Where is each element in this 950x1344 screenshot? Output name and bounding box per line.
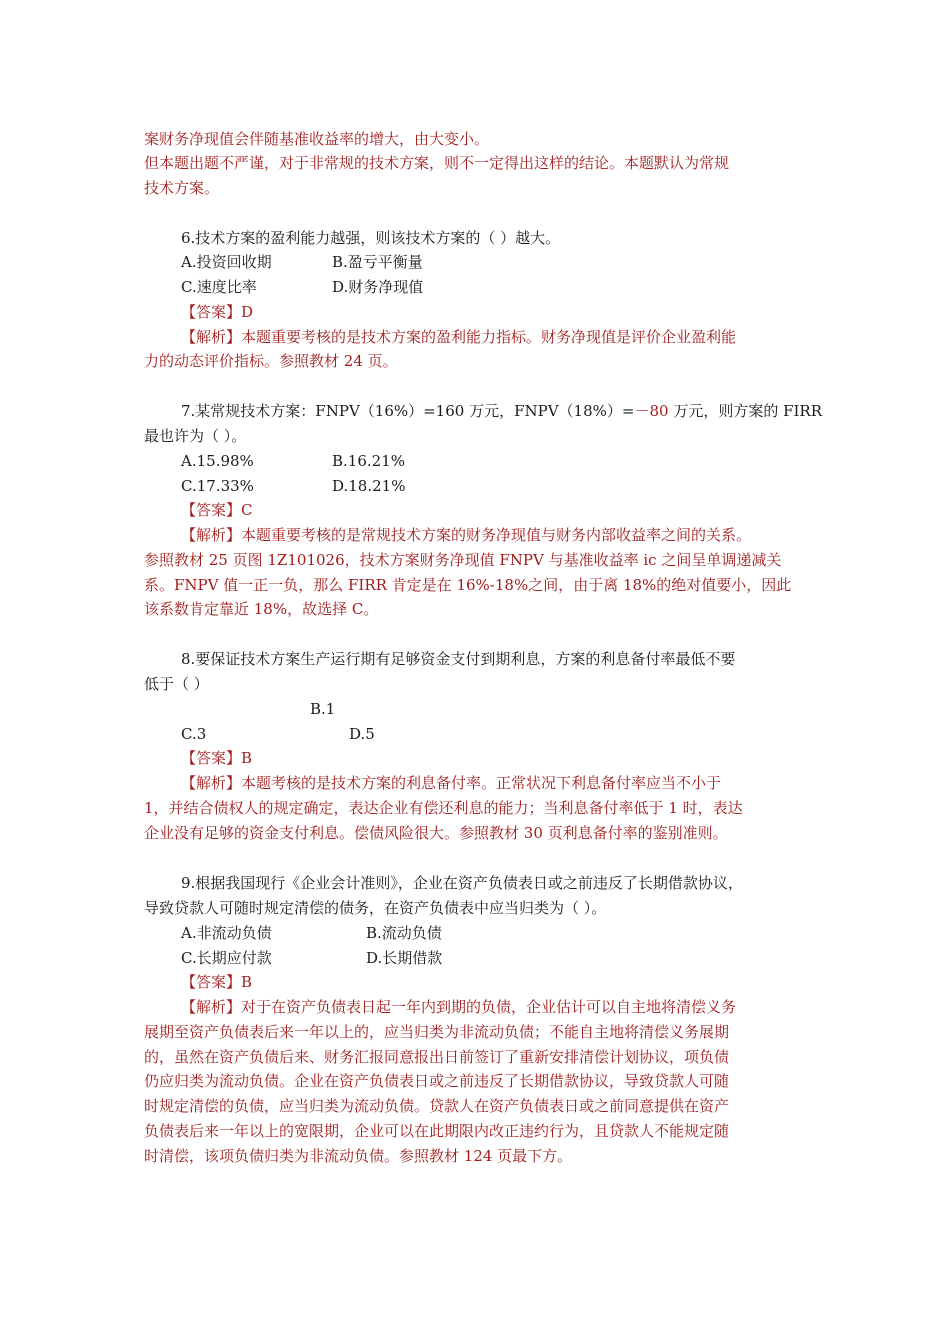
q6-option-b: B.盈亏平衡量 bbox=[332, 253, 423, 271]
q7-option-d: D.18.21% bbox=[332, 477, 406, 495]
q7-stem-highlight: －80 bbox=[634, 402, 669, 420]
q6-option-d: D.财务净现值 bbox=[332, 278, 424, 296]
q9-analysis-line-6: 负债表后来一年以上的宽限期，企业可以在此期限内改正违约行为，且贷款人不能规定随 bbox=[144, 1122, 730, 1140]
q6-answer: 【答案】D bbox=[181, 303, 254, 321]
q7-analysis-line-1: 【解析】本题重要考核的是常规技术方案的财务净现值与财务内部收益率之间的关系。 bbox=[181, 526, 752, 544]
q9-analysis-line-7: 时清偿，该项负债归类为非流动负债。参照教材 124 页最下方。 bbox=[144, 1147, 573, 1165]
q6-option-a: A.投资回收期 bbox=[181, 253, 272, 271]
q9-answer: 【答案】B bbox=[181, 973, 253, 991]
q9-option-a: A.非流动负债 bbox=[181, 924, 272, 942]
q7-stem-suffix: 万元，则方案的 FIRR bbox=[668, 402, 823, 420]
q7-stem-prefix: 7.某常规技术方案：FNPV（16%）=160 万元，FNPV（18%）= bbox=[181, 402, 635, 420]
q8-option-c: C.3 bbox=[181, 725, 207, 743]
q9-analysis-line-4: 仍应归类为流动负债。企业在资产负债表日或之前违反了长期借款协议，导致贷款人可随 bbox=[144, 1072, 730, 1090]
q9-analysis-line-3: 的，虽然在资产负债后来、财务汇报同意报出日前签订了重新安排清偿计划协议，项负债 bbox=[144, 1048, 730, 1066]
q6-option-c: C.速度比率 bbox=[181, 278, 257, 296]
q8-option-b: B.1 bbox=[310, 700, 336, 718]
q6-stem: 6.技术方案的盈利能力越强，则该技术方案的（ ）越大。 bbox=[181, 229, 561, 247]
q6-analysis-line-2: 力的动态评价指标。参照教材 24 页。 bbox=[144, 352, 398, 370]
q9-option-c: C.长期应付款 bbox=[181, 949, 272, 967]
q7-option-a: A.15.98% bbox=[181, 452, 254, 470]
q6-analysis-line-1: 【解析】本题重要考核的是技术方案的盈利能力指标。财务净现值是评价企业盈利能 bbox=[181, 328, 737, 346]
q7-option-b: B.16.21% bbox=[332, 452, 405, 470]
q8-analysis-line-3: 企业没有足够的资金支付利息。偿债风险很大。参照教材 30 页利息备付率的鉴别准则。 bbox=[144, 824, 728, 842]
q8-analysis-line-2: 1，并结合债权人的规定确定，表达企业有偿还利息的能力；当利息备付率低于 1 时，表达 bbox=[144, 799, 743, 817]
q8-stem-line-1: 8.要保证技术方案生产运行期有足够资金支付到期利息，方案的利息备付率最低不要 bbox=[181, 650, 736, 668]
q9-option-d: D.长期借款 bbox=[366, 949, 443, 967]
q8-analysis-line-1: 【解析】本题考核的是技术方案的利息备付率。正常状况下利息备付率应当不小于 bbox=[181, 774, 722, 792]
q7-option-c: C.17.33% bbox=[181, 477, 254, 495]
q9-stem-line-2: 导致贷款人可随时规定清偿的债务，在资产负债表中应当归类为（ ）。 bbox=[144, 899, 607, 917]
q9-analysis-line-1: 【解析】对于在资产负债表日起一年内到期的负债，企业估计可以自主地将清偿义务 bbox=[181, 998, 737, 1016]
q8-stem-line-2: 低于（ ） bbox=[144, 675, 209, 693]
q7-stem-line-1 bbox=[181, 399, 822, 423]
q7-analysis-line-2: 参照教材 25 页图 1Z101026，技术方案财务净现值 FNPV 与基准收益率 ic 之间呈单调递减关 bbox=[144, 551, 782, 569]
q9-stem-line-1: 9.根据我国现行《企业会计准则》，企业在资产负债表日或之前违反了长期借款协议， bbox=[181, 874, 743, 892]
q7-answer: 【答案】C bbox=[181, 501, 253, 519]
q8-option-d: D.5 bbox=[349, 725, 375, 743]
intro-line-2: 但本题出题不严谨，对于非常规的技术方案，则不一定得出这样的结论。本题默认为常规 bbox=[144, 154, 730, 172]
q7-analysis-line-4: 该系数肯定靠近 18%，故选择 C。 bbox=[144, 600, 379, 618]
q7-analysis-line-3: 系。FNPV 值一正一负，那么 FIRR 肯定是在 16%-18%之间，由于离 18%的绝对值要小，因此 bbox=[144, 576, 792, 594]
intro-line-3: 技术方案。 bbox=[144, 179, 220, 197]
intro-line-1: 案财务净现值会伴随基准收益率的增大，由大变小。 bbox=[144, 130, 490, 148]
q9-analysis-line-2: 展期至资产负债表后来一年以上的，应当归类为非流动负债；不能自主地将清偿义务展期 bbox=[144, 1023, 730, 1041]
q8-answer: 【答案】B bbox=[181, 749, 253, 767]
q9-analysis-line-5: 时规定清偿的负债，应当归类为流动负债。贷款人在资产负债表日或之前同意提供在资产 bbox=[144, 1097, 730, 1115]
q7-stem-line-2: 最也许为（ ）。 bbox=[144, 427, 247, 445]
q9-option-b: B.流动负债 bbox=[366, 924, 442, 942]
